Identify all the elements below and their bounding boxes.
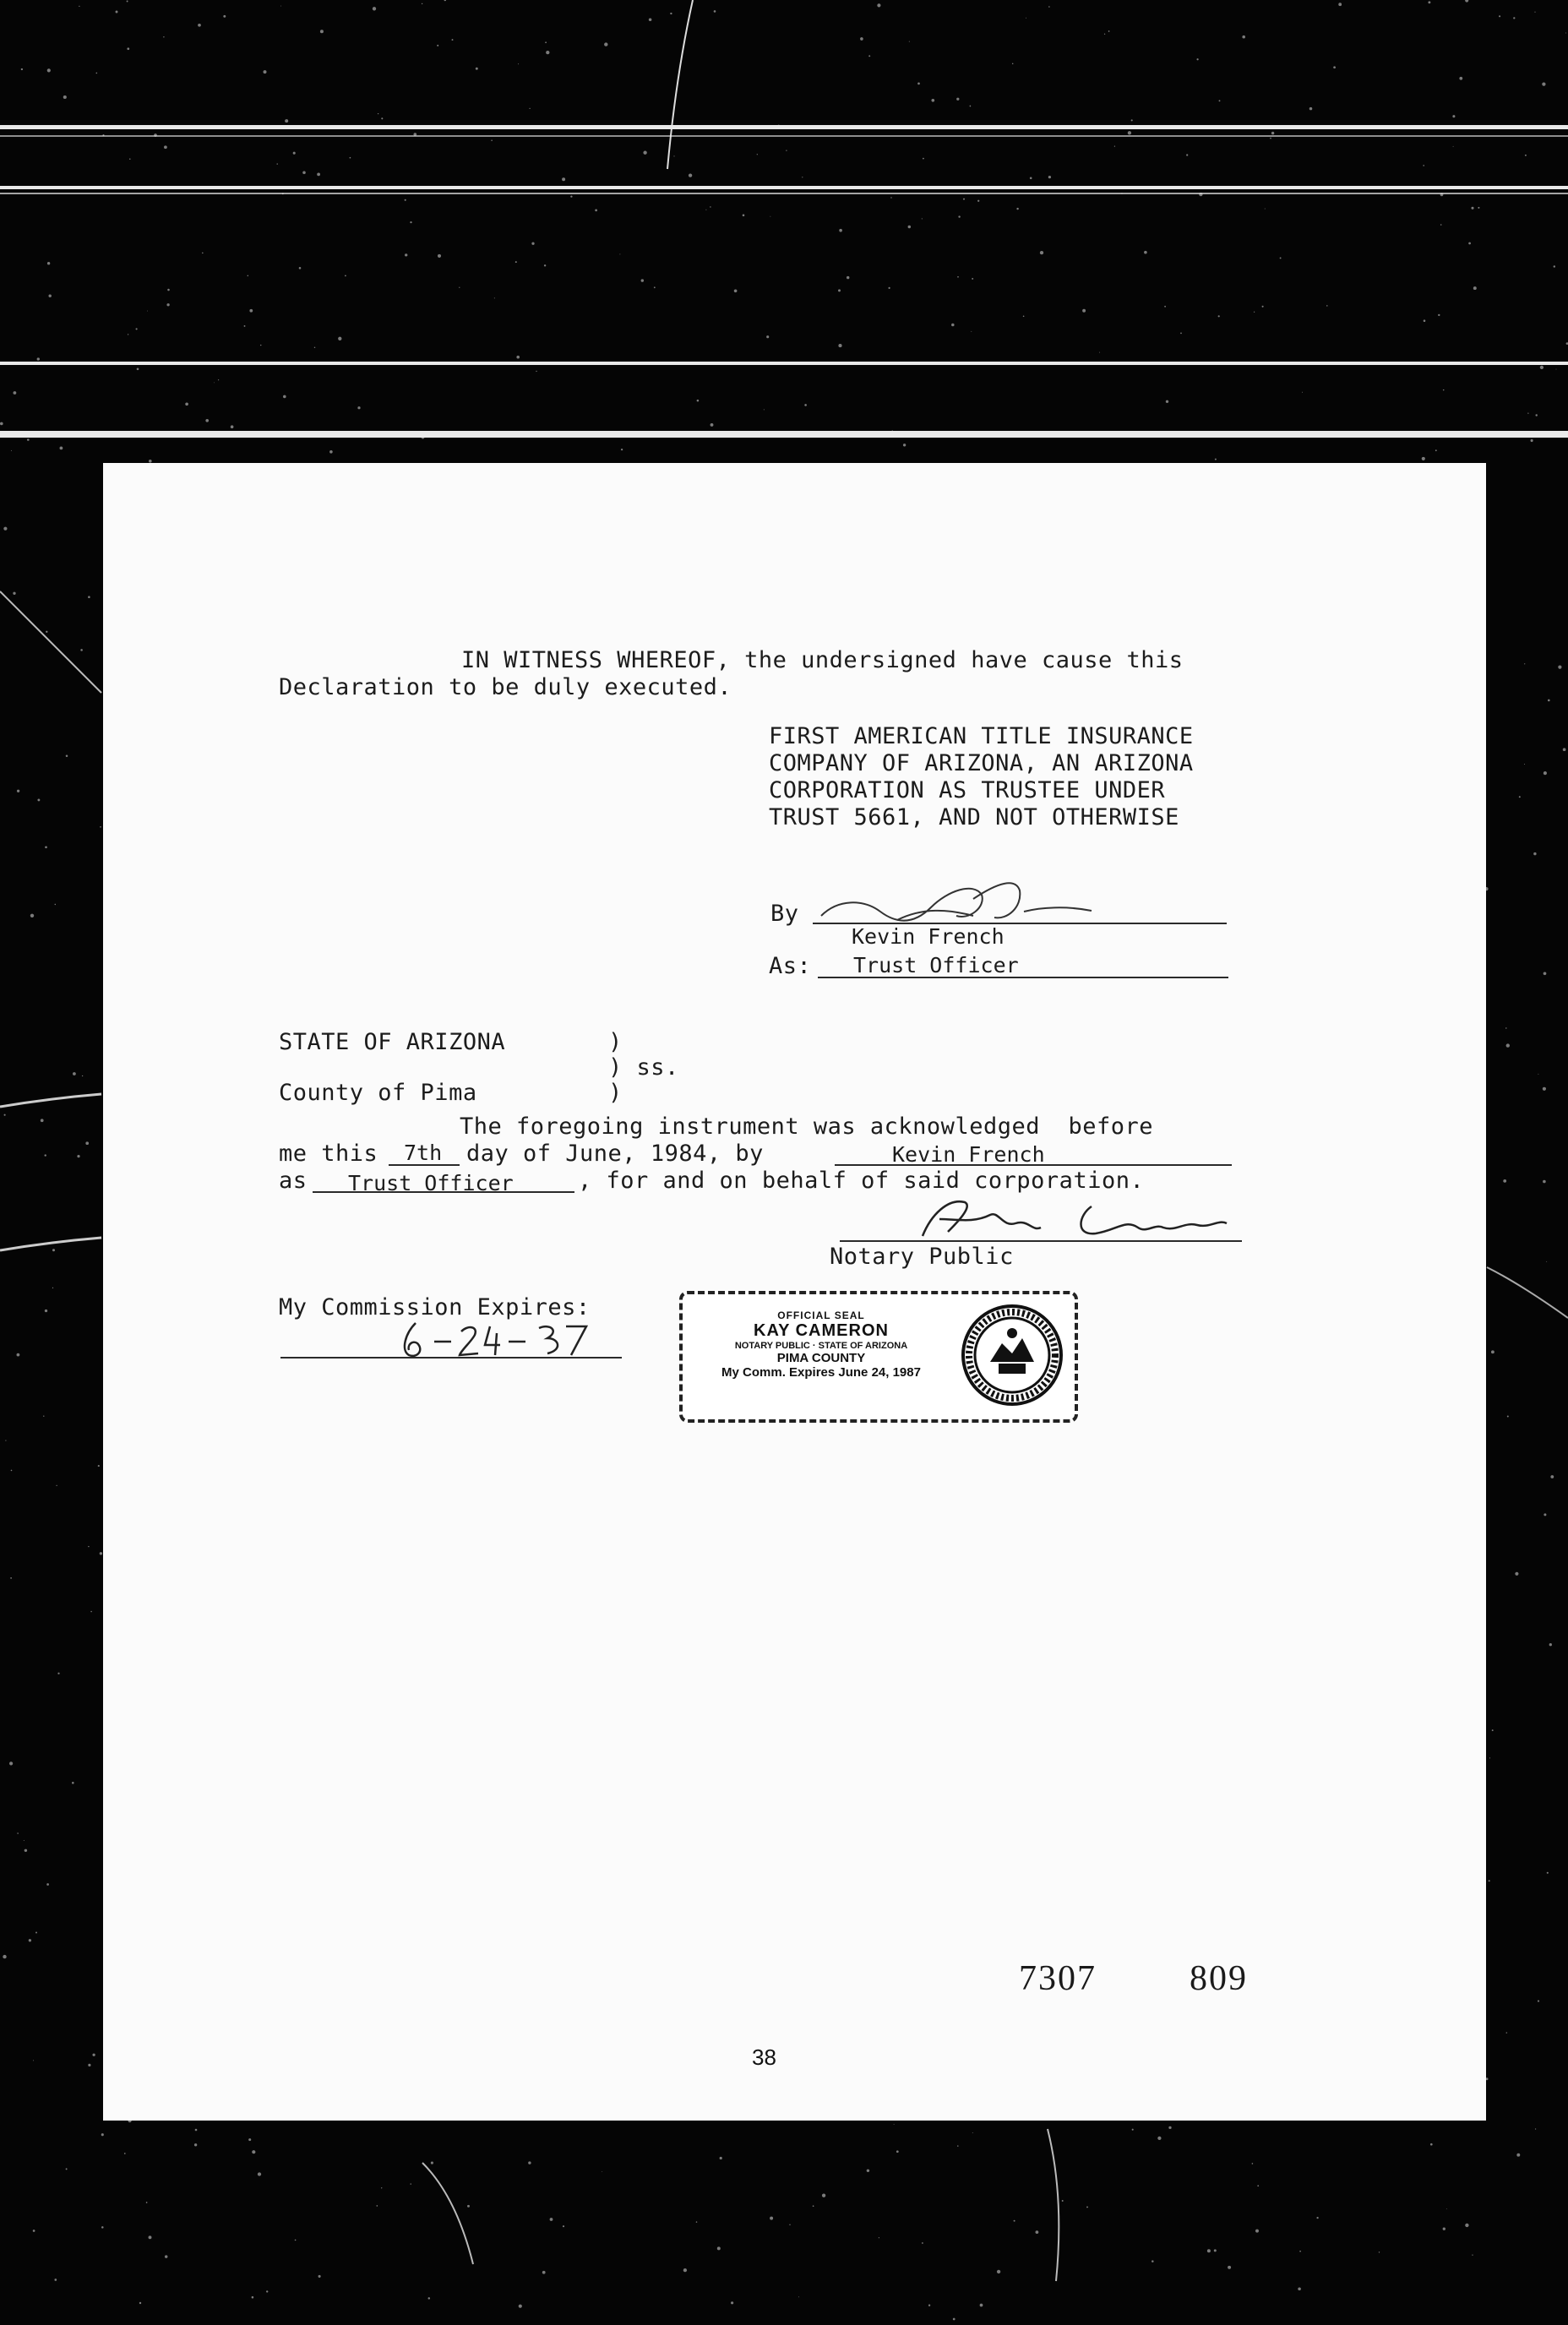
ack-behalf: , for and on behalf of said corporation. bbox=[578, 1168, 1145, 1194]
ack-title: Trust Officer bbox=[348, 1171, 514, 1195]
state-seal-emblem-icon bbox=[960, 1303, 1064, 1408]
signer-title: Trust Officer bbox=[853, 953, 1019, 977]
notary-public-label: Notary Public bbox=[830, 1244, 1014, 1270]
company-line: TRUST 5661, AND NOT OTHERWISE bbox=[769, 804, 1179, 830]
seal-expiry: My Comm. Expires June 24, 1987 bbox=[721, 1365, 921, 1380]
document-number-left: 7307 bbox=[1019, 1959, 1097, 1998]
page-number: 38 bbox=[752, 2045, 776, 2070]
venue-paren: ) bbox=[608, 1029, 623, 1055]
witness-clause-line2: Declaration to be duly executed. bbox=[279, 674, 732, 700]
signer-name: Kevin French bbox=[852, 924, 1004, 949]
notary-signature-line bbox=[840, 1240, 1242, 1242]
scan-band-line bbox=[0, 362, 1568, 365]
ack-as: as bbox=[279, 1168, 308, 1194]
witness-clause-line1: IN WITNESS WHEREOF, the undersigned have cause this bbox=[461, 647, 1184, 673]
by-label: By bbox=[770, 901, 799, 927]
company-line: COMPANY OF ARIZONA, AN ARIZONA bbox=[769, 750, 1194, 776]
ack-day-of: day of June, 1984, by bbox=[466, 1141, 764, 1167]
seal-county: PIMA COUNTY bbox=[776, 1351, 866, 1365]
scan-band-line bbox=[0, 193, 1568, 194]
venue-paren: ) bbox=[608, 1080, 623, 1106]
company-line: FIRST AMERICAN TITLE INSURANCE bbox=[769, 723, 1194, 749]
scan-band-line bbox=[0, 186, 1568, 189]
venue-state: STATE OF ARIZONA bbox=[279, 1029, 506, 1055]
ack-name: Kevin French bbox=[892, 1142, 1045, 1167]
seal-official-seal: OFFICIAL SEAL bbox=[777, 1310, 865, 1321]
commission-expires-label: My Commission Expires: bbox=[279, 1294, 591, 1320]
venue-county: County of Pima bbox=[279, 1080, 477, 1106]
document-number-right: 809 bbox=[1190, 1959, 1248, 1998]
scan-band-line bbox=[0, 135, 1568, 137]
commission-date-handwritten bbox=[390, 1316, 593, 1360]
notary-seal-stamp bbox=[679, 1291, 1078, 1423]
company-line: CORPORATION AS TRUSTEE UNDER bbox=[769, 777, 1166, 803]
scan-band-line bbox=[0, 125, 1568, 129]
acknowledgment-line1: The foregoing instrument was acknowledged before bbox=[460, 1113, 1154, 1140]
scan-band-line bbox=[0, 431, 1568, 438]
document-page bbox=[103, 463, 1486, 2121]
seal-notary-name: KAY CAMERON bbox=[754, 1321, 889, 1340]
venue-ss: ) ss. bbox=[608, 1054, 679, 1081]
ack-me-this: me this bbox=[279, 1141, 378, 1167]
as-label: As: bbox=[769, 953, 812, 979]
ack-day: 7th bbox=[404, 1141, 443, 1165]
seal-notary-state: NOTARY PUBLIC · STATE OF ARIZONA bbox=[734, 1341, 908, 1351]
